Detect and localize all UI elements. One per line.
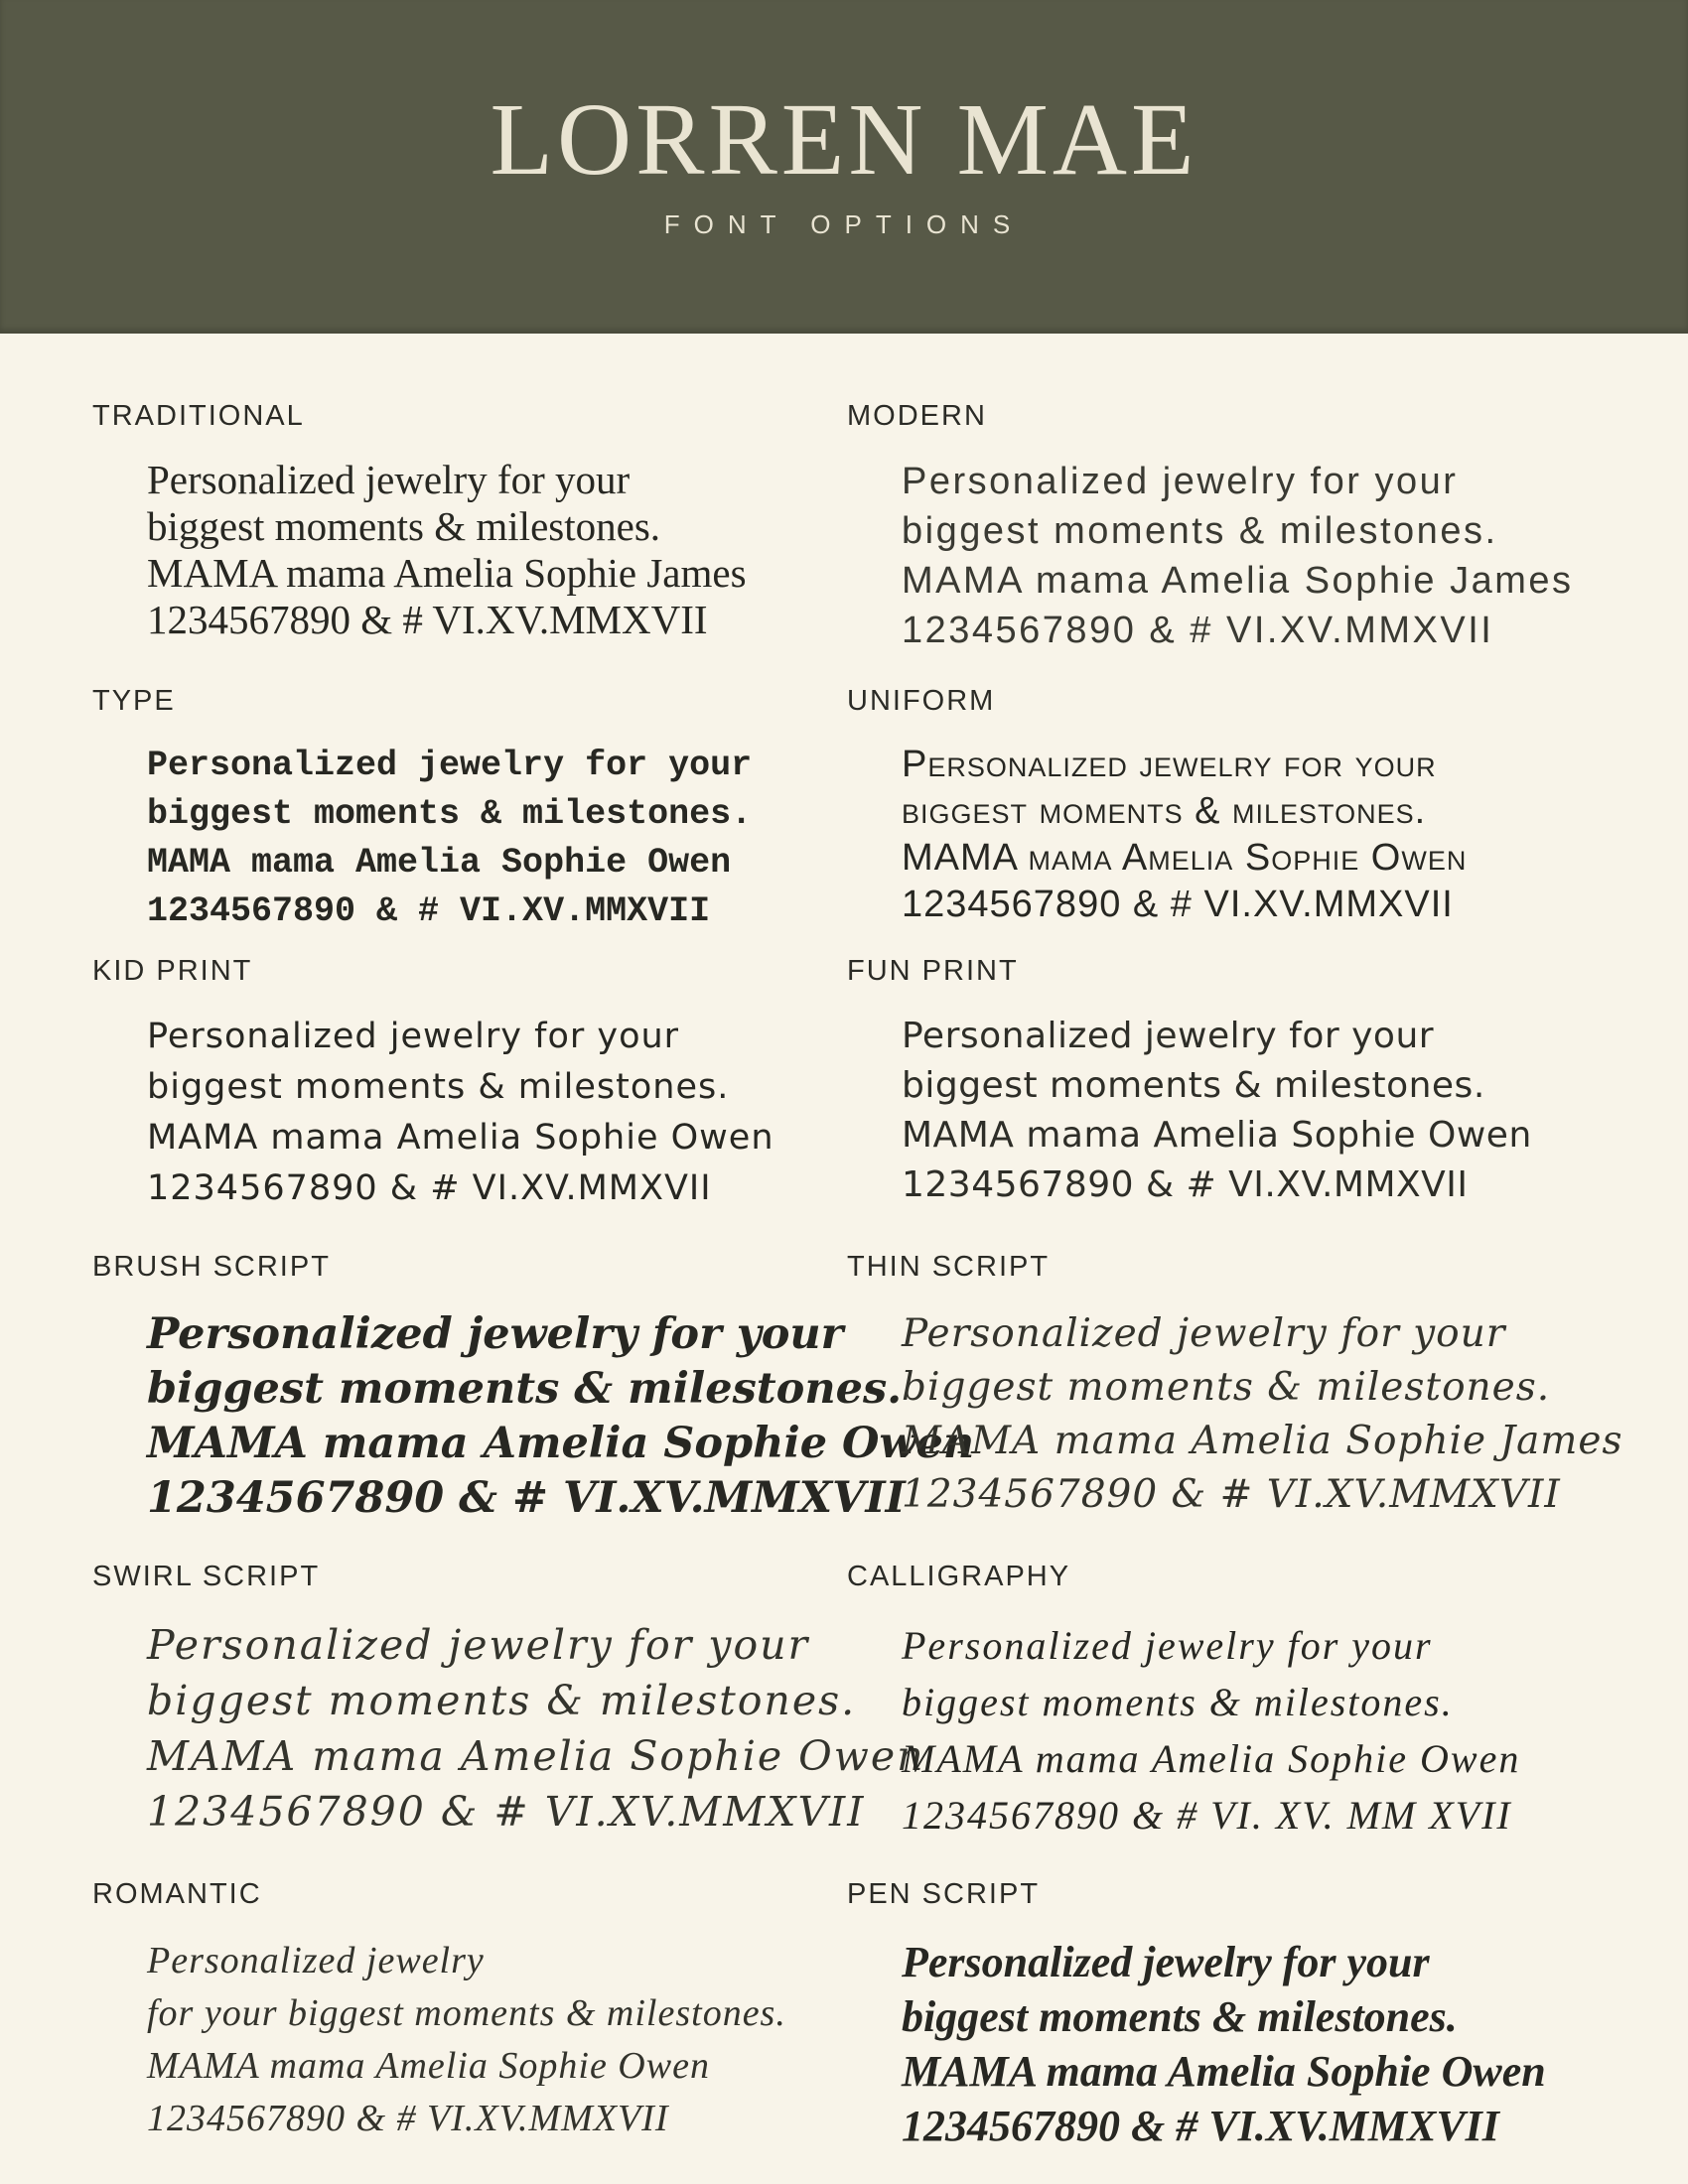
sample-line: 1234567890 & # VI. XV. MM XVII [902, 1793, 1512, 1838]
sample-line: MAMA mama Amelia Sophie Owen [902, 837, 1468, 879]
sample-line: 1234567890 & # VI.XV.MMXVII [147, 1168, 712, 1208]
font-section-romantic [92, 1878, 847, 2184]
font-sample-uniform [847, 742, 1648, 928]
sample-line: Personalized jewelry [147, 1940, 485, 1981]
sample-line: MAMA mama Amelia Sophie Owen [902, 1115, 1532, 1156]
sample-line: 1234567890 & # VI.XV.MMXVII [902, 884, 1454, 925]
sample-line: biggest moments & milestones. [902, 1365, 1551, 1410]
font-sample-type [92, 742, 847, 936]
font-section-label-uniform: UNIFORM [847, 685, 996, 717]
header-banner [0, 0, 1688, 334]
font-section-type [92, 685, 847, 955]
sample-line: MAMA mama Amelia Sophie Owen [147, 1732, 925, 1780]
sample-line: Personalized jewelry for your [902, 744, 1437, 785]
font-section-label-calligraphy: CALLIGRAPHY [847, 1561, 1071, 1592]
font-section-label-swirl-script: SWIRL SCRIPT [92, 1561, 321, 1592]
font-section-label-modern: MODERN [847, 400, 987, 432]
font-sample-fun-print [847, 1012, 1648, 1210]
font-section-label-type: TYPE [92, 685, 176, 717]
font-sample-brush-script [92, 1307, 975, 1526]
sample-line: for your biggest moments & milestones. [147, 1992, 786, 2034]
sample-line: biggest moments & milestones. [902, 1065, 1485, 1106]
sample-line: biggest moments & milestones. [902, 790, 1427, 832]
font-section-label-pen-script: PEN SCRIPT [847, 1878, 1041, 1910]
font-sample-modern [847, 457, 1648, 655]
font-section-label-thin-script: THIN SCRIPT [847, 1251, 1051, 1283]
font-section-pen-script [847, 1878, 1648, 2184]
sample-line: biggest moments & milestones. [147, 794, 753, 834]
sample-line: 1234567890 & # VI.XV.MMXVII [902, 2102, 1499, 2150]
sample-line: MAMA mama Amelia Sophie Owen [147, 1118, 774, 1158]
sample-line: Personalized jewelry for your [147, 746, 753, 785]
sample-line: biggest moments & milestones. [147, 503, 661, 549]
font-section-label-fun-print: FUN PRINT [847, 955, 1019, 987]
font-section-uniform [847, 685, 1648, 955]
sample-line: Personalized jewelry for your [147, 1621, 810, 1669]
sample-line: MAMA mama Amelia Sophie Owen [147, 843, 732, 883]
sample-line: Personalized jewelry for your [147, 457, 631, 502]
sample-line: MAMA mama Amelia Sophie James [147, 550, 747, 596]
font-sample-calligraphy [847, 1617, 1648, 1843]
page-subtitle: FONT OPTIONS [663, 209, 1025, 239]
sample-line: biggest moments & milestones. [147, 1364, 903, 1414]
font-sample-traditional [92, 457, 847, 643]
font-section-label-romantic: ROMANTIC [92, 1878, 262, 1910]
font-section-label-traditional: TRADITIONAL [92, 400, 305, 432]
font-section-label-kid-print: KID PRINT [92, 955, 253, 987]
sample-line: biggest moments & milestones. [147, 1677, 857, 1724]
sample-line: Personalized jewelry for your [902, 1623, 1433, 1668]
sample-line: MAMA mama Amelia Sophie James [902, 560, 1574, 602]
sample-line: biggest moments & milestones. [147, 1067, 730, 1107]
font-section-traditional [92, 400, 847, 685]
sample-line: MAMA mama Amelia Sophie Owen [147, 1419, 975, 1468]
sample-line: 1234567890 & # VI.XV.MMXVII [902, 1164, 1469, 1205]
font-section-modern [847, 400, 1648, 685]
sample-line: Personalized jewelry for your [902, 1311, 1506, 1356]
sample-line: biggest moments & milestones. [902, 1680, 1454, 1724]
font-sample-pen-script [847, 1935, 1648, 2153]
sample-line: 1234567890 & # VI.XV.MMXVII [902, 610, 1494, 651]
brand-title: LORREN MAE [490, 82, 1198, 197]
sample-line: MAMA mama Amelia Sophie Owen [902, 1736, 1521, 1781]
font-section-thin-script [847, 1251, 1648, 1561]
font-sample-thin-script [847, 1307, 1648, 1522]
sample-line: biggest moments & milestones. [902, 1992, 1458, 2041]
sample-line: biggest moments & milestones. [902, 510, 1498, 552]
font-section-kid-print [92, 955, 847, 1251]
font-section-label-brush-script: BRUSH SCRIPT [92, 1251, 331, 1283]
sample-line: Personalized jewelry for your [902, 1938, 1430, 1986]
font-samples-grid [0, 334, 1688, 2184]
sample-line: MAMA mama Amelia Sophie Owen [902, 2047, 1546, 2096]
font-sample-kid-print [92, 1012, 847, 1214]
sample-line: MAMA mama Amelia Sophie James [902, 1419, 1623, 1463]
font-section-fun-print [847, 955, 1648, 1251]
font-sample-swirl-script [92, 1617, 925, 1840]
sample-line: Personalized jewelry for your [147, 1017, 680, 1056]
sample-line: Personalized jewelry for your [902, 461, 1459, 502]
sample-line: 1234567890 & # VI.XV.MMXVII [147, 2098, 669, 2139]
font-sample-romantic [92, 1935, 847, 2145]
sample-line: Personalized jewelry for your [147, 1309, 844, 1359]
sample-line: 1234567890 & # VI.XV.MMXVII [902, 1472, 1561, 1517]
sample-line: MAMA mama Amelia Sophie Owen [147, 2045, 710, 2087]
sample-line: 1234567890 & # VI.XV.MMXVII [147, 1788, 866, 1836]
sample-line: 1234567890 & # VI.XV.MMXVII [147, 891, 711, 931]
sample-line: Personalized jewelry for your [902, 1016, 1435, 1056]
sample-line: 1234567890 & # VI.XV.MMXVII [147, 1473, 906, 1523]
font-section-calligraphy [847, 1561, 1648, 1878]
font-section-swirl-script [92, 1561, 925, 1878]
sample-line: 1234567890 & # VI.XV.MMXVII [147, 597, 708, 642]
